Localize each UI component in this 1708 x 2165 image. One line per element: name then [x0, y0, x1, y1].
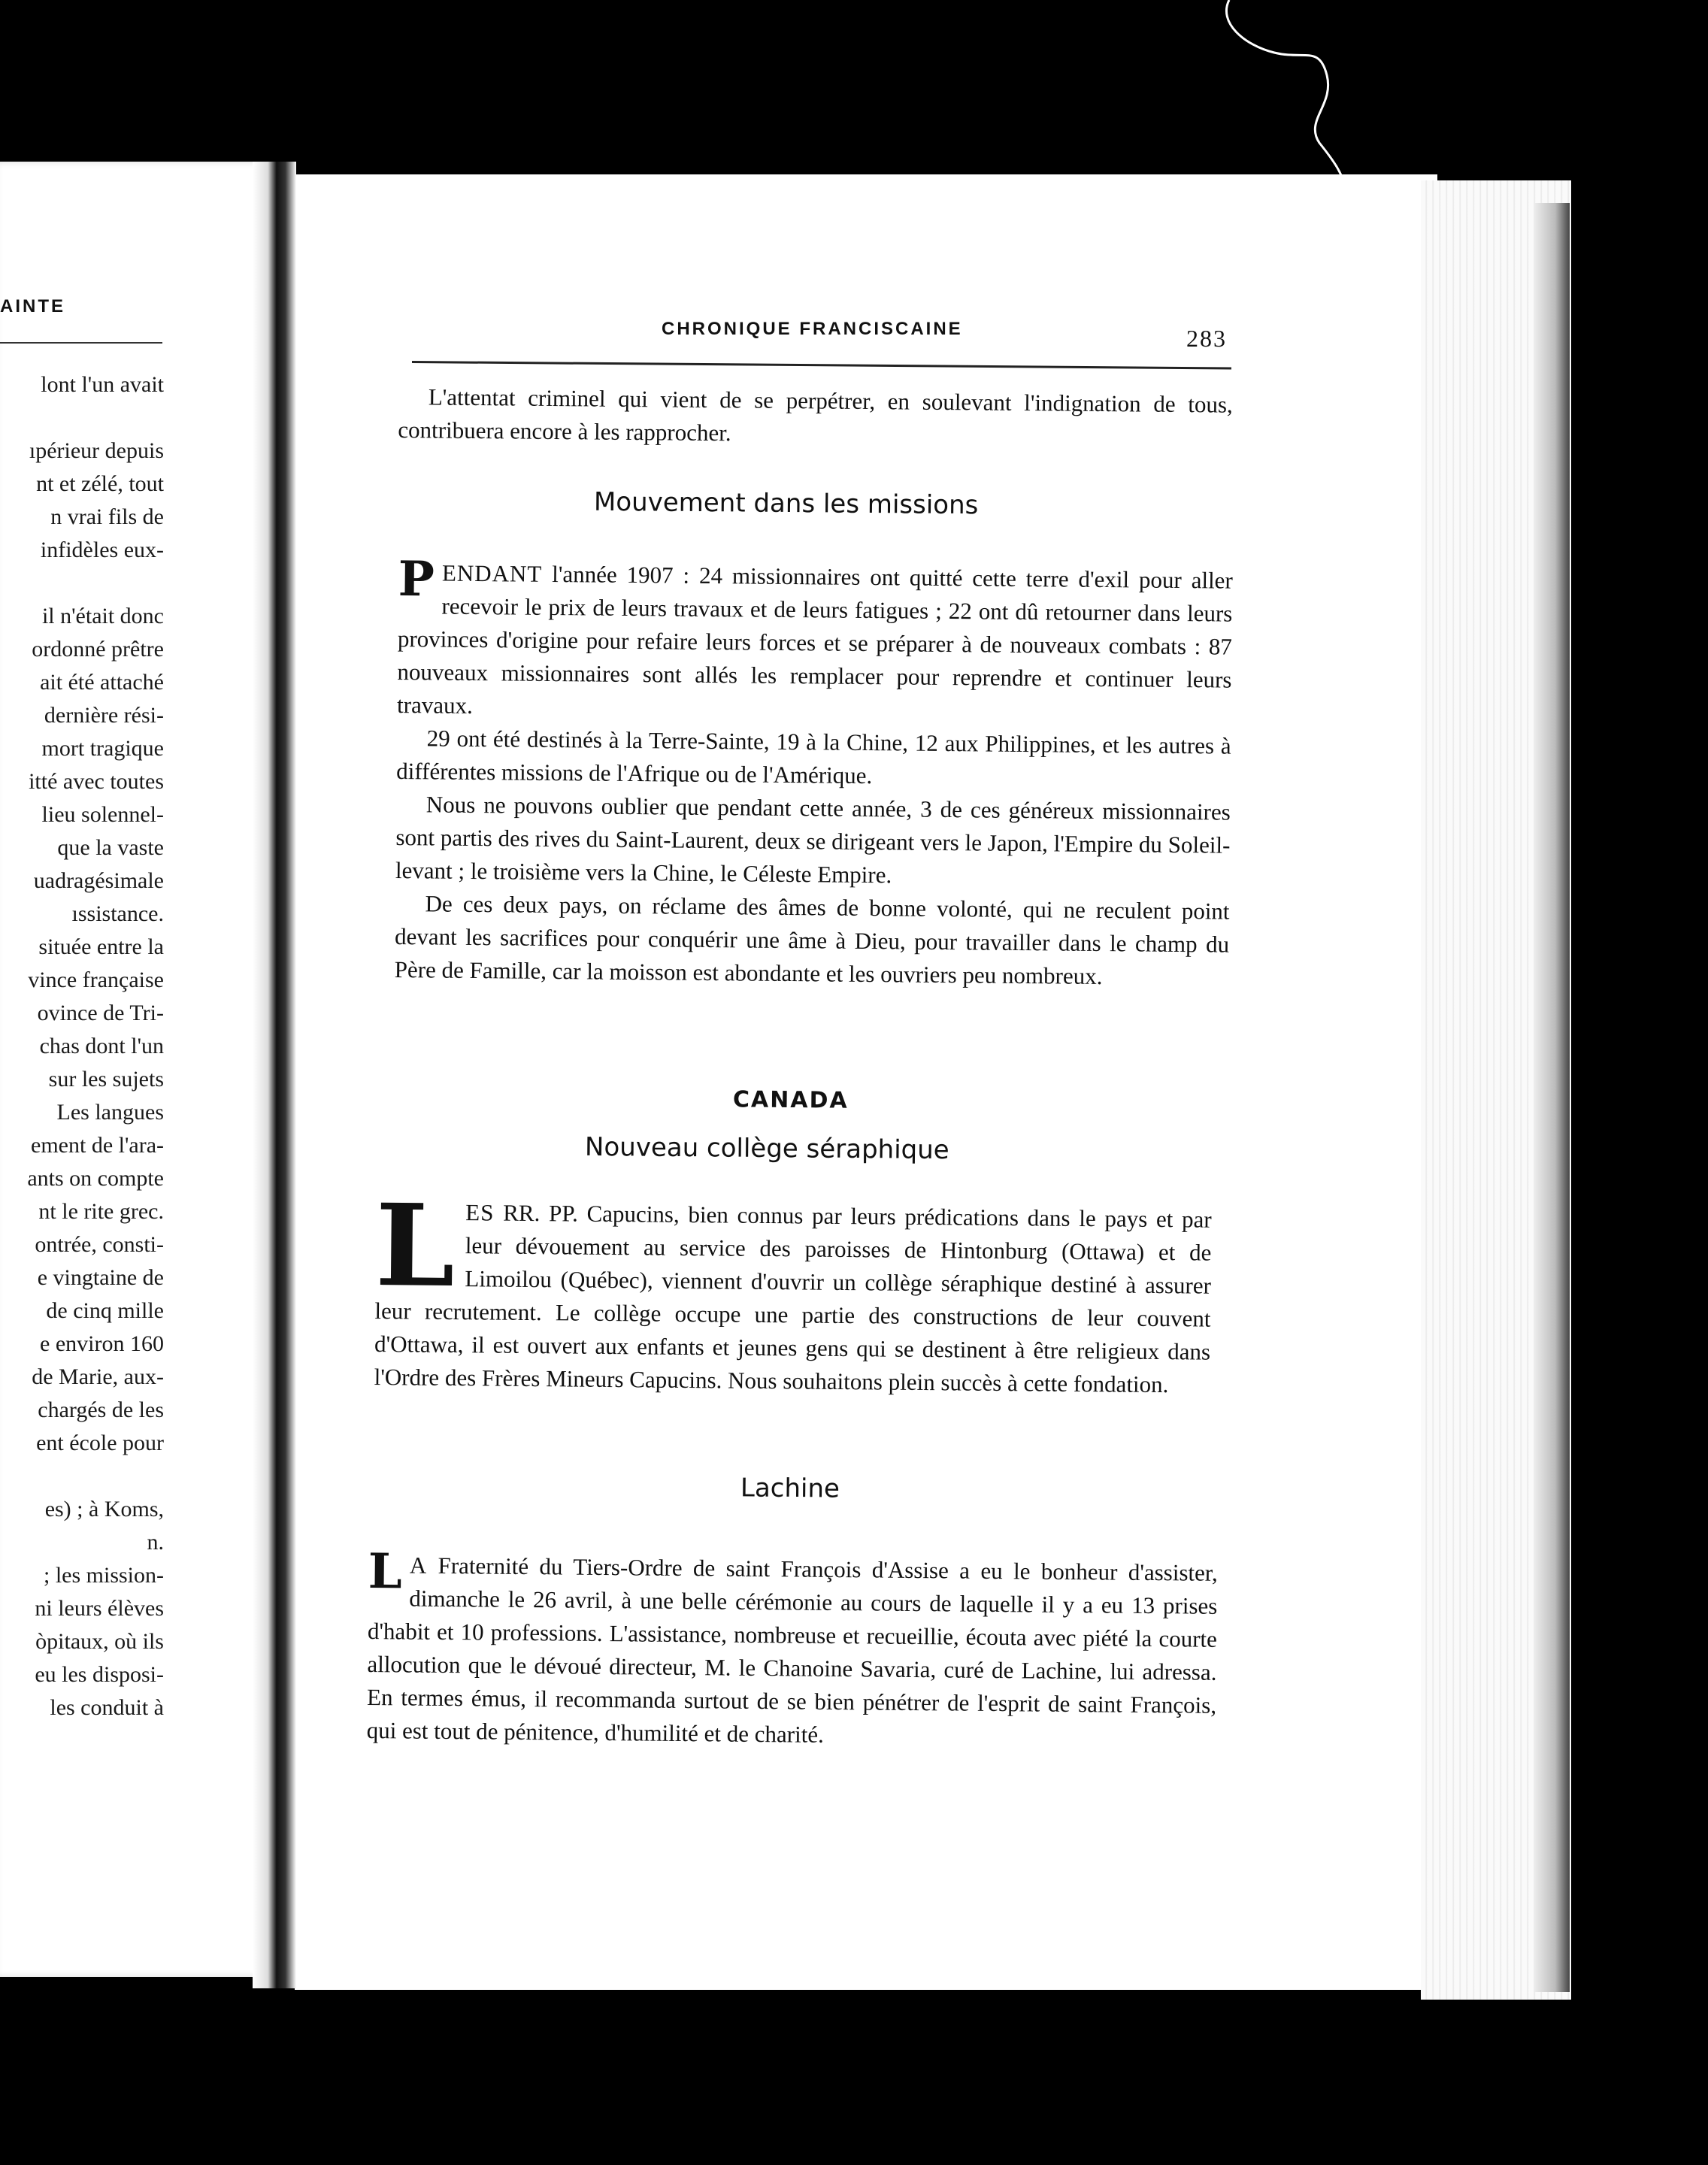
running-head: CHRONIQUE FRANCISCAINE — [662, 319, 963, 339]
left-page-line: ontrée, consti- — [35, 1232, 164, 1257]
left-page-line: es) ; à Koms, — [44, 1497, 164, 1522]
left-page-line: eu les disposi- — [35, 1662, 164, 1687]
missions-section — [394, 551, 1233, 995]
left-page-line: ait été attaché — [40, 670, 164, 695]
missions-paragraph-1 — [396, 551, 1233, 730]
left-page-line: e vingtaine de — [37, 1265, 164, 1290]
left-page-line: uadragésimale — [33, 868, 164, 893]
lachine-section — [366, 1543, 1218, 1755]
missions-paragraph-3: Nous ne pouvons oublier que pendant cette année, 3 de ces généreux missionnaires sont partis des rives du Saint-Laurent, deux se dirigeant vers le Japon, l'Empire du Soleil-levant ; le troisième vers la Chine, le Céleste Empire. — [395, 791, 1231, 889]
country-heading: CANADA — [732, 1086, 849, 1114]
left-running-head: AINTE — [0, 296, 65, 316]
left-page-line: située entre la — [38, 934, 164, 959]
college-text: RR. PP. Capucins, bien connus par leurs prédications dans le pays et par leur dévouement au service des paroisses de Hintonburg (Ottawa) et de Limoilou (Québec), viennent d'ouvrir un collège séraphique destiné à assurer leur recrutement. Le collège occupe une partie des constructions de leur couvent d'Ottawa, il est ouvert aux enfants et jeunes gens qui se destinent à être religieux dans l'Ordre des Frères Mineurs Capucins. Nous souhaitons plein succès à cette fondation. — [374, 1199, 1212, 1398]
section-heading-missions: Mouvement dans les missions — [593, 486, 979, 521]
left-page-line: e environ 160 — [40, 1331, 164, 1356]
page-number: 283 — [1186, 325, 1227, 352]
left-page-line: itté avec toutes — [29, 769, 164, 794]
left-page-line: nt le rite grec. — [38, 1199, 164, 1224]
section-heading-college: Nouveau collège séraphique — [584, 1131, 949, 1166]
left-page-line: lieu solennel- — [41, 802, 164, 827]
left-page-line: mort tragique — [41, 736, 164, 761]
lachine-paragraph — [366, 1543, 1218, 1755]
left-page-line: il n'était donc — [41, 604, 164, 628]
left-page-line — [0, 1460, 164, 1493]
left-page-line: ent école pour — [36, 1431, 164, 1455]
dropcap-p: P — [398, 551, 435, 608]
bookmark-cord — [1214, 0, 1349, 188]
left-page-line: ovince de Tri- — [37, 1001, 164, 1025]
left-page-line: ; les mission- — [43, 1563, 164, 1588]
left-page-text — [0, 368, 164, 1724]
left-page-line: ni leurs élèves — [35, 1596, 164, 1621]
left-page-line: ıpérieur depuis — [29, 438, 164, 463]
left-page-line: nt et zélé, tout — [36, 471, 164, 496]
section-heading-lachine: Lachine — [740, 1473, 840, 1504]
left-page-line: ordonné prêtre — [32, 637, 164, 662]
left-page-line: chas dont l'un — [39, 1034, 164, 1058]
left-head-rule — [0, 342, 162, 344]
book-gutter — [253, 162, 296, 1988]
left-page-line: chargés de les — [38, 1397, 164, 1422]
book-edge-shadow — [1534, 203, 1570, 1992]
left-page-line: sur les sujets — [48, 1067, 164, 1092]
left-page-line: ants on compte — [27, 1166, 164, 1191]
lachine-text: Fraternité du Tiers-Ordre de saint François d'Assise a eu le bonheur d'assister, dimanche le 26 avril, à une belle cérémonie au cours de laquelle il y a eu 13 prises d'habit et 10 professions. L'assistance, nombreuse et recueillie, écouta avec piété la courte allocution que le dévoué directeur, M. le Chanoine Savaria, curé de Lachine, lui adressa. En termes émus, il recommanda surtout de se bien pénétrer de l'esprit de saint François, qui est tout de pénitence, d'humilité et de charité. — [366, 1552, 1218, 1748]
lead-smallcaps-2: ES — [465, 1199, 495, 1226]
left-page-line: ement de l'ara- — [31, 1133, 164, 1158]
left-page-line: n vrai fils de — [50, 504, 164, 529]
left-page-line: òpitaux, où ils — [35, 1629, 164, 1654]
missions-paragraph-4: De ces deux pays, on réclame des âmes de bonne volonté, qui ne reculent point devant les sacrifices pour conquérir une âme à Dieu, pour travailler dans le champ du Père de Famille, car la moisson est abondante et les ouvriers peu nombreux. — [394, 890, 1230, 990]
left-page-line: de Marie, aux- — [32, 1364, 164, 1389]
left-page-line: vince française — [28, 967, 164, 992]
missions-p1-text: l'année 1907 : 24 missionnaires ont quitté cette terre d'exil pour aller recevoir le prix de leurs travaux et de leurs fatigues ; 22 ont dû retourner dans leurs provinces d'origine pour refaire leurs forces et se préparer à de nouveaux combats : 87 nouveaux missionnaires sont allés les remplacer pour reprendre et continuer leurs travaux. — [396, 560, 1233, 719]
dropcap-l: L — [374, 1179, 456, 1313]
missions-paragraph-2: 29 ont été destinés à la Terre-Sainte, 19 à la Chine, 12 aux Philippines, et les autres à différentes missions de l'Afrique ou de l'Amérique. — [396, 725, 1231, 789]
left-page-line: de cinq mille — [46, 1298, 164, 1323]
left-page-line — [0, 567, 164, 600]
left-page-line: infidèles eux- — [40, 537, 164, 562]
left-page-line: n. — [147, 1530, 164, 1555]
left-page-line: lont l'un avait — [41, 372, 164, 397]
lead-smallcaps: ENDANT — [441, 559, 543, 587]
left-page-line: Les langues — [56, 1100, 164, 1125]
left-page-line: les conduit à — [50, 1695, 164, 1720]
left-page-line: que la vaste — [57, 835, 164, 860]
college-section — [374, 1179, 1212, 1402]
left-page-line — [0, 401, 164, 435]
lead-smallcaps-3: A — [409, 1552, 428, 1579]
intro-text: L'attentat criminel qui vient de se perpétrer, en soulevant l'indignation de tous, contribuera encore à les rapprocher. — [398, 383, 1233, 447]
dropcap-l-2: L — [368, 1543, 403, 1600]
college-paragraph — [374, 1179, 1212, 1402]
left-page-line: ıssistance. — [71, 901, 164, 926]
intro-paragraph — [398, 380, 1233, 455]
left-page-line: dernière rési- — [44, 703, 164, 728]
